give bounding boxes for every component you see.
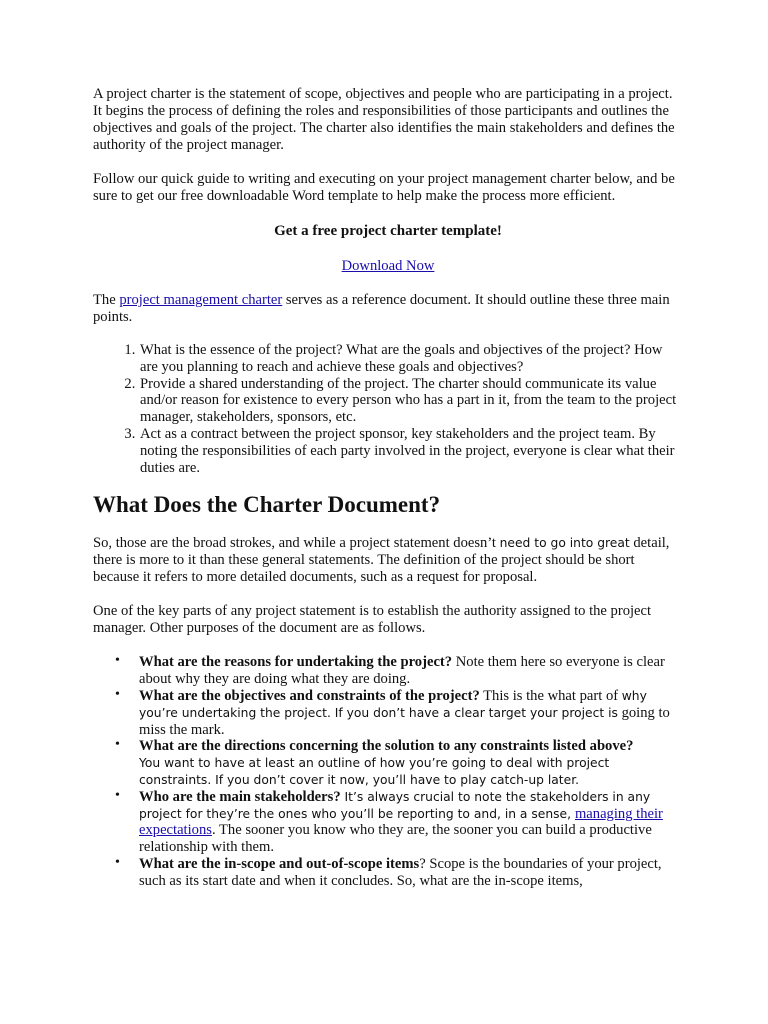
list-item: 2. Provide a shared understanding of the project. The charter should communicate its value and/or reason for existence to every person who has a part in it, from the team to the project manager, stakeholders, sponsors, etc. [139,376,683,426]
project-management-charter-link[interactable]: project management charter [119,292,283,308]
purposes-list [93,654,683,889]
template-callout-heading: Get a free project charter template! [274,223,502,239]
bullet-icon: • [115,737,120,753]
intro-paragraph: A project charter is the statement of scope, objectives and people who are participating in a project. It begins the process of defining the roles and responsibilities of those participants and outlines the objectives and goals of the project. The charter also identifies the main stakeholders and defines the authority of the project manager. [93,86,675,153]
list-item: 3. Act as a contract between the project sponsor, key stakeholders and the project team. By noting the responsibilities of each party involved in the project, everyone is clear what their duties are. [139,426,683,476]
main-points-list [93,342,683,476]
document-page [93,86,683,890]
list-item: 1. What is the essence of the project? What are the goals and objectives of the project? How are you planning to reach and achieve these goals and objectives? [139,342,683,376]
reference-paragraph: The project management charter serves as a reference document. It should outline these three main points. [93,292,670,325]
guide-paragraph: Follow our quick guide to writing and executing on your project management charter below, and be sure to get our free downloadable Word template to help make the process more efficient. [93,171,675,204]
section-paragraph: So, those are the broad strokes, and while a project statement doesn’t need to go into great detail, there is more to it than these general statements. The definition of the project should be short because it refers to more detailed documents, such as a request for proposal. [93,535,670,586]
list-item: • What are the reasons for undertaking the project? Note them here so everyone is clear about why they are doing what they are doing. [115,653,665,688]
bullet-icon: • [115,686,120,702]
bullet-icon: • [115,854,120,870]
section-heading: What Does the Charter Document? [93,492,441,518]
section-paragraph: One of the key parts of any project statement is to establish the authority assigned to the project manager. Other purposes of the document are as follows. [93,603,652,637]
list-item: • What are the in-scope and out-of-scope items? Scope is the boundaries of your project, such as its start date and when it concludes. So, what are the in-scope items, [115,854,662,889]
download-now-link[interactable]: Download Now [341,258,435,274]
bullet-icon: • [115,653,120,669]
managing-expectations-link[interactable]: managing their expectations [139,805,663,839]
list-item: • What are the directions concerning the solution to any constraints listed above? You want to have at least an outline of how you’re going to deal with project constraints. If you don’t cover it now, you’ll have to play catch-up later. [115,737,634,787]
list-item: • Who are the main stakeholders? It’s always crucial to note the stakeholders in any project for they’re the ones who you’ll be reporting to and, in a sense, managing their expectations. The sooner you know who they are, the sooner you can build a productive relationship with them. [115,787,663,856]
list-item: • What are the objectives and constraints of the project? This is the what part of why you’re undertaking the project. If you don’t have a clear target your project is going to miss the mark. [115,686,670,738]
bullet-icon: • [115,787,120,803]
